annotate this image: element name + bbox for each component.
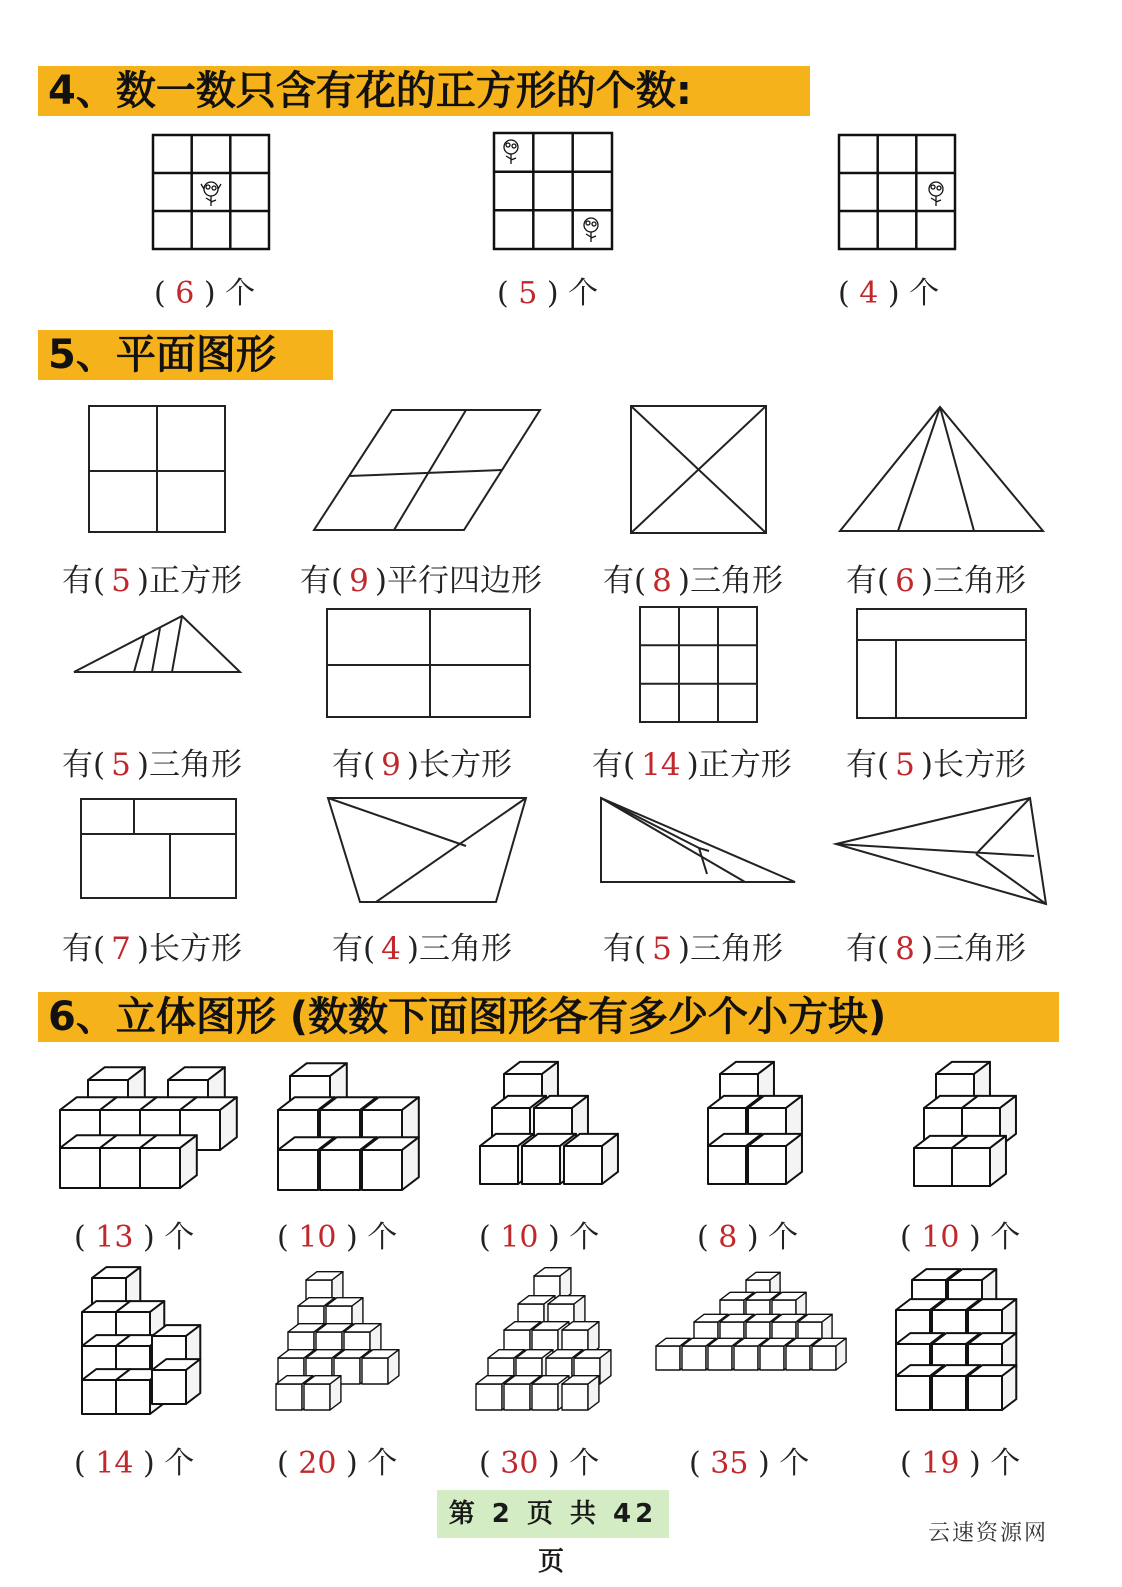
answer-value[interactable]: 13 xyxy=(95,1220,134,1255)
flower-icon xyxy=(929,182,943,206)
label-value[interactable]: 5 xyxy=(652,931,672,967)
label-post: )正方形 xyxy=(136,563,242,599)
answer-4-3 xyxy=(838,268,939,312)
label-5-9 xyxy=(62,923,242,968)
label-5-12 xyxy=(846,923,1026,968)
answer-close: ) 个 xyxy=(538,1446,600,1481)
cube-stack-4 xyxy=(704,1060,814,1194)
answer-open: ( xyxy=(697,1220,719,1255)
label-5-4 xyxy=(846,555,1026,600)
label-value[interactable]: 5 xyxy=(111,747,131,783)
answer-value[interactable]: 20 xyxy=(298,1446,337,1481)
label-5-11 xyxy=(603,923,783,968)
answer-close: ) 个 xyxy=(336,1220,398,1255)
label-value[interactable]: 14 xyxy=(641,747,681,783)
label-value[interactable]: 8 xyxy=(652,563,672,599)
label-5-3 xyxy=(603,555,783,600)
label-post: )三角形 xyxy=(920,931,1026,967)
answer-close: ) 个 xyxy=(537,276,599,311)
answer-value[interactable]: 4 xyxy=(859,276,879,311)
answer-close: ) 个 xyxy=(194,276,256,311)
cube-stack-7 xyxy=(274,1272,414,1412)
label-5-8 xyxy=(846,739,1026,784)
shape-rect-quartered xyxy=(326,608,532,720)
cube xyxy=(812,1338,846,1370)
label-pre: 有( xyxy=(592,747,636,783)
label-post: )三角形 xyxy=(406,931,512,967)
answer-6-5 xyxy=(900,1212,1020,1256)
flower-icon xyxy=(584,218,598,242)
shape-square-quartered xyxy=(88,405,228,533)
shape-trapezoid-lines xyxy=(326,796,528,906)
shape-rect-split xyxy=(856,608,1028,720)
shape-kite-triangle xyxy=(834,796,1048,908)
section-6-title: 6、立体图形 (数数下面图形各有多少个小方块) xyxy=(38,992,1059,1042)
shape-flat-triangle xyxy=(72,614,244,676)
section-5-title: 5、平面图形 xyxy=(38,330,333,380)
shape-square-grid-3x3 xyxy=(639,606,759,724)
page-indicator: 第 2 页 共 42 页 xyxy=(437,1490,669,1538)
answer-6-7 xyxy=(277,1438,397,1482)
label-pre: 有( xyxy=(62,563,106,599)
answer-open: ( xyxy=(479,1446,501,1481)
answer-open: ( xyxy=(74,1220,96,1255)
answer-value[interactable]: 10 xyxy=(921,1220,960,1255)
answer-open: ( xyxy=(900,1446,922,1481)
answer-close: ) 个 xyxy=(959,1446,1021,1481)
label-pre: 有( xyxy=(603,563,647,599)
label-pre: 有( xyxy=(332,931,376,967)
label-5-6 xyxy=(332,739,512,784)
answer-close: ) 个 xyxy=(336,1446,398,1481)
answer-6-2 xyxy=(277,1212,397,1256)
label-post: )正方形 xyxy=(686,747,792,783)
cube xyxy=(152,1359,200,1404)
answer-open: ( xyxy=(277,1446,299,1481)
answer-close: ) 个 xyxy=(133,1446,195,1481)
cube xyxy=(952,1136,1006,1186)
shape-rect-five-parts xyxy=(80,798,238,900)
shape-right-triangle-lines xyxy=(599,796,799,886)
label-pre: 有( xyxy=(332,747,376,783)
answer-value[interactable]: 8 xyxy=(718,1220,738,1255)
label-value[interactable]: 5 xyxy=(895,747,915,783)
answer-open: ( xyxy=(689,1446,711,1481)
answer-4-2 xyxy=(497,268,598,312)
cube xyxy=(968,1365,1016,1410)
flower-icon xyxy=(201,182,221,206)
answer-value[interactable]: 30 xyxy=(500,1446,539,1481)
answer-value[interactable]: 5 xyxy=(518,276,538,311)
label-post: )三角形 xyxy=(677,931,783,967)
label-pre: 有( xyxy=(846,747,890,783)
label-pre: 有( xyxy=(846,563,890,599)
answer-close: ) 个 xyxy=(959,1220,1021,1255)
shape-parallelogram-quartered xyxy=(312,408,544,532)
answer-open: ( xyxy=(497,276,519,311)
label-value[interactable]: 8 xyxy=(895,931,915,967)
label-post: )三角形 xyxy=(677,563,783,599)
flower-grid-2 xyxy=(493,132,613,250)
answer-6-10 xyxy=(900,1438,1020,1482)
label-value[interactable]: 9 xyxy=(381,747,401,783)
label-pre: 有( xyxy=(300,563,344,599)
cube xyxy=(748,1134,802,1184)
answer-6-4 xyxy=(697,1212,798,1256)
label-post: )平行四边形 xyxy=(374,563,542,599)
answer-value[interactable]: 19 xyxy=(921,1446,960,1481)
cube xyxy=(562,1376,599,1410)
answer-6-3 xyxy=(479,1212,599,1256)
answer-close: ) 个 xyxy=(133,1220,195,1255)
label-pre: 有( xyxy=(62,931,106,967)
cube-stack-1 xyxy=(58,1060,230,1194)
shape-triangle-split xyxy=(838,405,1046,533)
label-pre: 有( xyxy=(62,747,106,783)
answer-close: ) 个 xyxy=(878,276,940,311)
cube xyxy=(304,1376,341,1410)
cube xyxy=(362,1137,419,1190)
label-value[interactable]: 4 xyxy=(381,931,401,967)
answer-open: ( xyxy=(277,1220,299,1255)
label-5-5 xyxy=(62,739,242,784)
answer-open: ( xyxy=(154,276,176,311)
cube-stack-2 xyxy=(276,1060,416,1194)
answer-6-8 xyxy=(479,1438,599,1482)
label-5-1 xyxy=(62,555,242,600)
cube-stack-6 xyxy=(78,1266,204,1422)
answer-6-9 xyxy=(689,1438,809,1482)
cube xyxy=(564,1134,618,1184)
answer-open: ( xyxy=(74,1446,96,1481)
label-post: )长方形 xyxy=(406,747,512,783)
answer-open: ( xyxy=(479,1220,501,1255)
answer-value[interactable]: 10 xyxy=(500,1220,539,1255)
answer-value[interactable]: 14 xyxy=(95,1446,134,1481)
answer-6-1 xyxy=(74,1212,194,1256)
flower-grid-1 xyxy=(152,134,270,250)
shape-square-diagonals xyxy=(630,405,768,535)
label-5-7 xyxy=(592,739,792,784)
label-post: )长方形 xyxy=(136,931,242,967)
answer-close: ) 个 xyxy=(737,1220,799,1255)
answer-close: ) 个 xyxy=(538,1220,600,1255)
watermark: 云速资源网 xyxy=(928,1521,1049,1546)
answer-close: ) 个 xyxy=(748,1446,810,1481)
label-value[interactable]: 5 xyxy=(111,563,131,599)
cube-stack-8 xyxy=(474,1266,620,1416)
cube xyxy=(140,1135,197,1188)
label-pre: 有( xyxy=(603,931,647,967)
cube-stack-10 xyxy=(892,1266,1022,1406)
answer-value[interactable]: 10 xyxy=(298,1220,337,1255)
answer-open: ( xyxy=(900,1220,922,1255)
cube xyxy=(362,1350,399,1384)
cube-stack-5 xyxy=(912,1060,1022,1194)
label-value[interactable]: 6 xyxy=(895,563,915,599)
answer-open: ( xyxy=(838,276,860,311)
label-post: )三角形 xyxy=(920,563,1026,599)
label-post: )长方形 xyxy=(920,747,1026,783)
section-4-title: 4、数一数只含有花的正方形的个数: xyxy=(38,66,810,116)
cube-stack-3 xyxy=(478,1060,618,1194)
label-5-10 xyxy=(332,923,512,968)
answer-4-1 xyxy=(154,268,255,312)
answer-value[interactable]: 6 xyxy=(175,276,195,311)
label-value[interactable]: 9 xyxy=(349,563,369,599)
label-post: )三角形 xyxy=(136,747,242,783)
answer-value[interactable]: 35 xyxy=(710,1446,749,1481)
label-value[interactable]: 7 xyxy=(111,931,131,967)
answer-6-6 xyxy=(74,1438,194,1482)
flower-icon xyxy=(504,140,518,164)
flower-grid-3 xyxy=(838,134,956,250)
label-pre: 有( xyxy=(846,931,890,967)
label-5-2 xyxy=(300,555,542,600)
cube-stack-9 xyxy=(654,1270,860,1392)
